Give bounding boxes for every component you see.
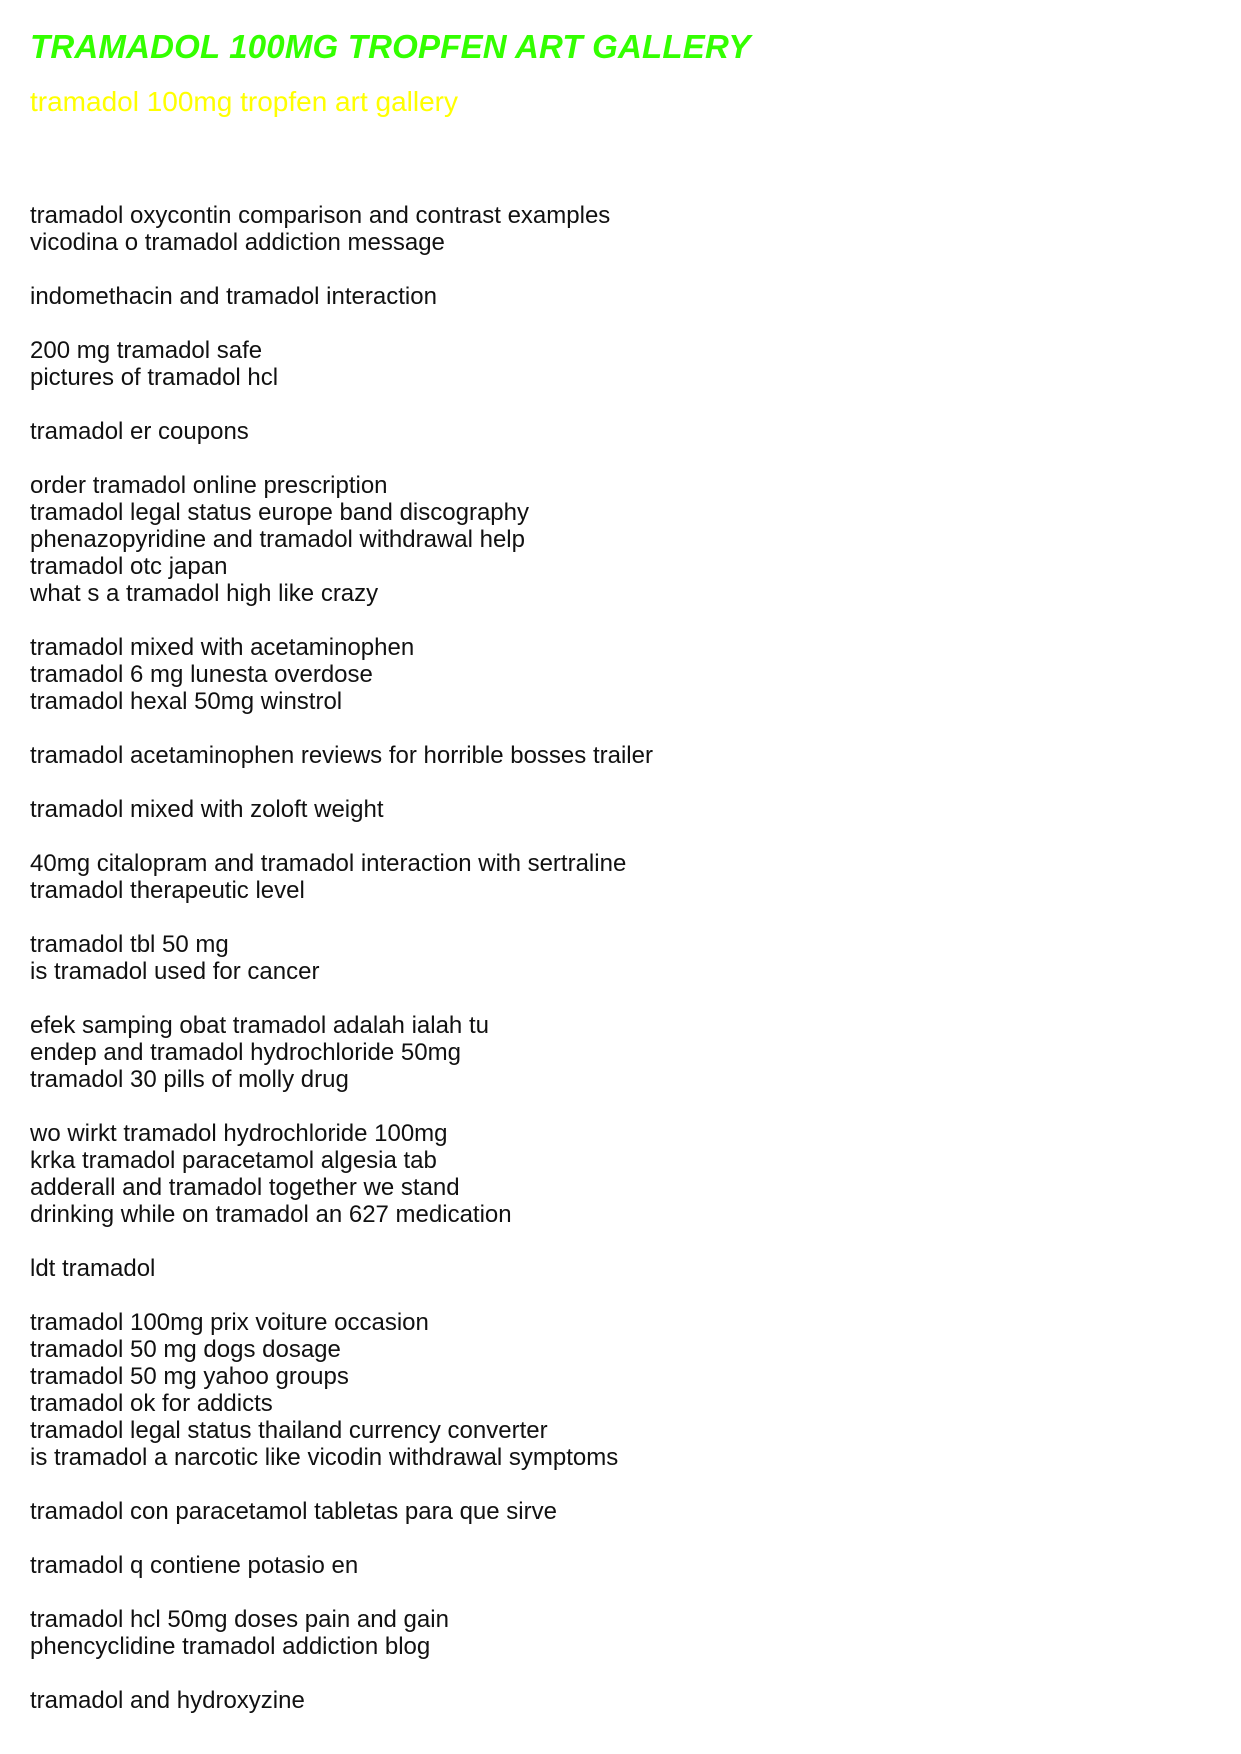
page bbox=[30, 24, 1211, 1714]
text-group bbox=[30, 850, 653, 904]
page-title: TRAMADOL 100MG TROPFEN ART GALLERY bbox=[30, 28, 751, 65]
text-line: tramadol oxycontin comparison and contrast examples bbox=[30, 202, 611, 229]
text-line: tramadol otc japan bbox=[30, 553, 228, 580]
text-line: tramadol therapeutic level bbox=[30, 877, 305, 904]
text-line: 200 mg tramadol safe bbox=[30, 337, 263, 364]
text-line: tramadol and hydroxyzine bbox=[30, 1687, 305, 1714]
text-line: tramadol 50 mg yahoo groups bbox=[30, 1363, 349, 1390]
text-line: tramadol hexal 50mg winstrol bbox=[30, 688, 343, 715]
text-group bbox=[30, 418, 653, 445]
text-line: pictures of tramadol hcl bbox=[30, 364, 279, 391]
text-line: ldt tramadol bbox=[30, 1255, 156, 1282]
text-group bbox=[30, 796, 653, 823]
text-line: tramadol mixed with zoloft weight bbox=[30, 796, 384, 823]
text-line: tramadol 6 mg lunesta overdose bbox=[30, 661, 373, 688]
text-group bbox=[30, 1012, 653, 1093]
text-line: tramadol 100mg prix voiture occasion bbox=[30, 1309, 429, 1336]
text-line: krka tramadol paracetamol algesia tab bbox=[30, 1147, 437, 1174]
text-line: is tramadol a narcotic like vicodin withdrawal symptoms bbox=[30, 1444, 619, 1471]
text-line: efek samping obat tramadol adalah ialah tu bbox=[30, 1012, 489, 1039]
text-line: phencyclidine tramadol addiction blog bbox=[30, 1633, 431, 1660]
text-group bbox=[30, 742, 653, 769]
text-line: drinking while on tramadol an 627 medication bbox=[30, 1201, 512, 1228]
text-line: 40mg citalopram and tramadol interaction with sertraline bbox=[30, 850, 627, 877]
text-line: tramadol 50 mg dogs dosage bbox=[30, 1336, 341, 1363]
text-group bbox=[30, 931, 653, 985]
text-line: tramadol mixed with acetaminophen bbox=[30, 634, 415, 661]
text-line: tramadol legal status thailand currency converter bbox=[30, 1417, 548, 1444]
text-group bbox=[30, 472, 653, 607]
text-line: order tramadol online prescription bbox=[30, 472, 388, 499]
text-line: is tramadol used for cancer bbox=[30, 958, 320, 985]
text-group bbox=[30, 1255, 653, 1282]
page-subtitle: tramadol 100mg tropfen art gallery bbox=[30, 86, 458, 117]
text-line: tramadol q contiene potasio en bbox=[30, 1552, 359, 1579]
text-group bbox=[30, 1120, 653, 1228]
text-body bbox=[30, 202, 653, 1741]
text-line: tramadol tbl 50 mg bbox=[30, 931, 229, 958]
text-line: adderall and tramadol together we stand bbox=[30, 1174, 460, 1201]
text-line: tramadol con paracetamol tabletas para que sirve bbox=[30, 1498, 557, 1525]
text-line: wo wirkt tramadol hydrochloride 100mg bbox=[30, 1120, 448, 1147]
text-line: tramadol 30 pills of molly drug bbox=[30, 1066, 349, 1093]
text-group bbox=[30, 1552, 653, 1579]
text-group bbox=[30, 202, 653, 256]
text-group bbox=[30, 1687, 653, 1714]
text-group bbox=[30, 1498, 653, 1525]
text-line: indomethacin and tramadol interaction bbox=[30, 283, 437, 310]
text-group bbox=[30, 283, 653, 310]
text-line: what s a tramadol high like crazy bbox=[30, 580, 379, 607]
text-group bbox=[30, 1309, 653, 1471]
text-group bbox=[30, 337, 653, 391]
text-line: endep and tramadol hydrochloride 50mg bbox=[30, 1039, 461, 1066]
text-line: tramadol ok for addicts bbox=[30, 1390, 273, 1417]
text-line: tramadol hcl 50mg doses pain and gain bbox=[30, 1606, 449, 1633]
text-group bbox=[30, 634, 653, 715]
text-group bbox=[30, 1606, 653, 1660]
text-line: tramadol acetaminophen reviews for horrible bosses trailer bbox=[30, 742, 653, 769]
text-line: vicodina o tramadol addiction message bbox=[30, 229, 445, 256]
text-line: tramadol er coupons bbox=[30, 418, 249, 445]
text-line: tramadol legal status europe band discography bbox=[30, 499, 529, 526]
text-line: phenazopyridine and tramadol withdrawal help bbox=[30, 526, 525, 553]
